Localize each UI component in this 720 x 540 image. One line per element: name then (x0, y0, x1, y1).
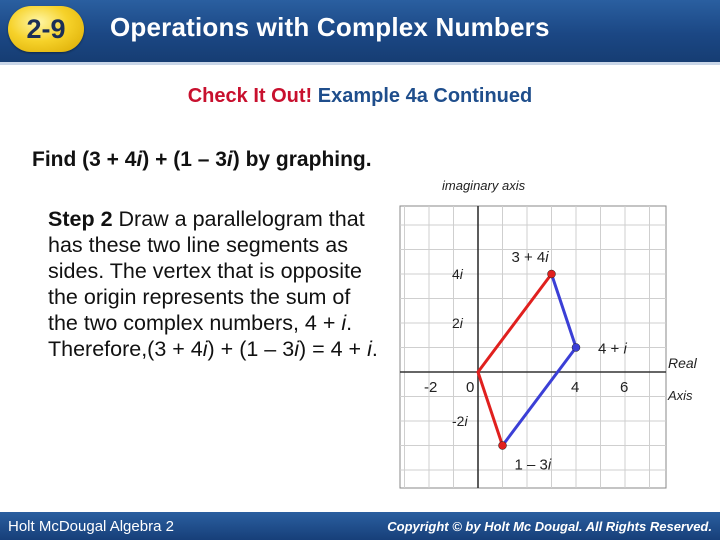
slide-footer (0, 512, 720, 540)
data-point (499, 442, 507, 450)
parallelogram-side (552, 274, 577, 348)
real-axis-label: Real (668, 355, 697, 371)
step-text-part: ) = 4 + (298, 337, 368, 361)
imaginary-unit: i (294, 337, 299, 361)
imaginary-unit: i (136, 148, 143, 171)
slide-header (0, 0, 720, 62)
step-text-part: Draw a parallelogram that has these two line segments as sides. The vertex that is opposite the origin represents the sum of the two complex numbers, 4 + (48, 207, 365, 335)
y-tick-label: -2i (452, 413, 468, 429)
lesson-number-badge (8, 6, 84, 52)
lesson-title: Operations with Complex Numbers (110, 12, 550, 42)
subtitle-lead: Check It Out! (187, 85, 313, 107)
point-label: 4 + i (598, 340, 627, 358)
y-tick-label: 2i (452, 315, 463, 331)
imaginary-axis-label: imaginary axis (442, 178, 526, 193)
step-text-part: ) + (1 – 3 (207, 337, 295, 361)
step-text-part: . (371, 337, 378, 361)
imaginary-unit: i (226, 148, 233, 171)
point-label: 3 + 4i (511, 249, 549, 266)
x-tick-label: -2 (424, 379, 438, 396)
data-point (572, 344, 580, 352)
lesson-number: 2-9 (26, 14, 66, 44)
problem-instruction (32, 148, 372, 172)
data-point (548, 270, 556, 278)
point-label: 1 – 3i (514, 456, 552, 474)
step-label: Step 2 (48, 207, 113, 231)
complex-plane-svg (392, 176, 720, 498)
instruction-part: ) + (1 – 3 (142, 148, 227, 171)
complex-plane-graph (392, 176, 720, 498)
step-text-part: . Therefore,(3 + 4 (48, 311, 353, 361)
instruction-part: ) by graphing. (232, 148, 372, 171)
x-tick-label: 6 (620, 379, 629, 396)
header-divider (0, 62, 720, 65)
publisher-label: Holt McDougal Algebra 2 (8, 518, 174, 535)
imaginary-unit: i (341, 311, 347, 335)
y-tick-label: 4i (452, 266, 463, 282)
imaginary-unit: i (202, 337, 208, 361)
step-explanation (48, 206, 378, 362)
imaginary-unit: i (367, 337, 372, 361)
parallelogram-side (478, 372, 503, 446)
x-tick-label: 4 (571, 379, 580, 396)
slide-subtitle (0, 85, 720, 108)
subtitle-rest: Example 4a Continued (317, 85, 533, 107)
copyright-notice: Copyright © by Holt Mc Dougal. All Rights Reserved. (387, 519, 712, 534)
real-axis-label: Axis (668, 388, 693, 403)
instruction-part: Find (3 + 4 (32, 148, 137, 171)
x-tick-label: 0 (466, 379, 475, 396)
